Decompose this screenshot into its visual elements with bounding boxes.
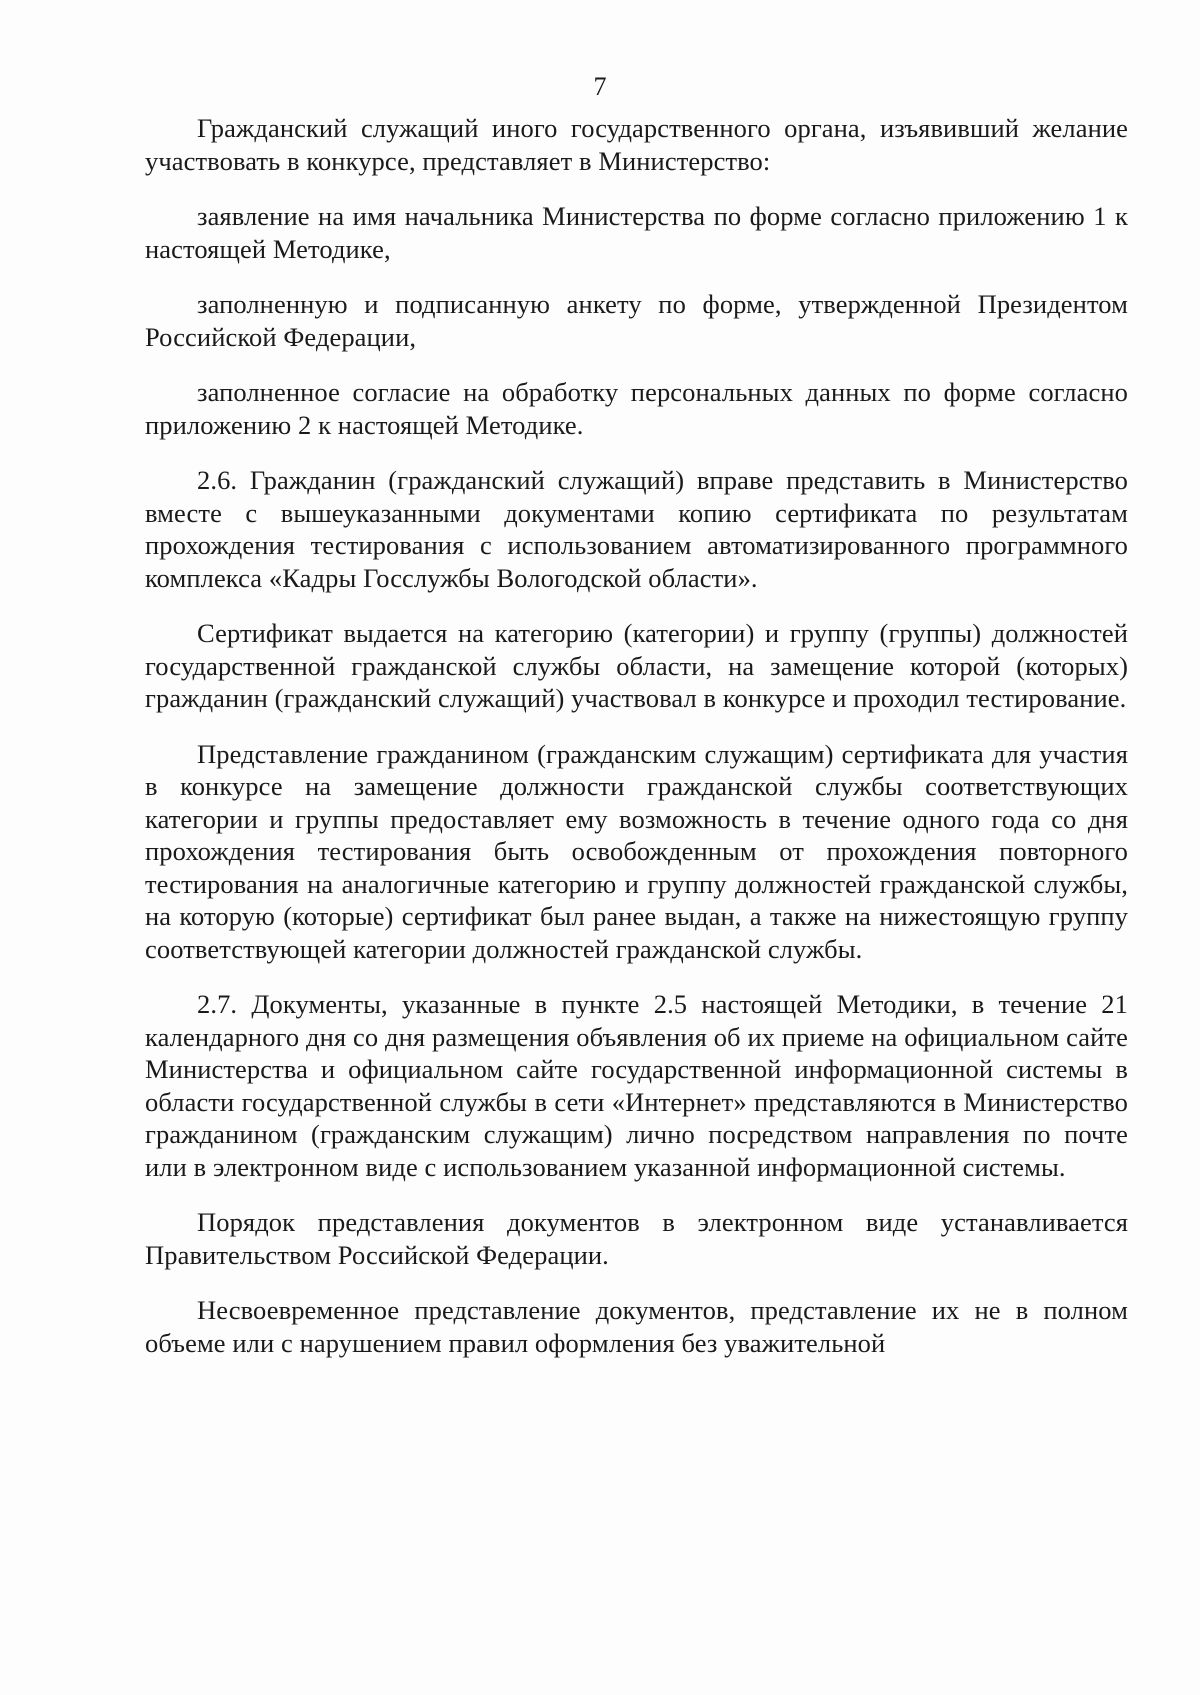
paragraph-electronic-order: Порядок представления документов в электронном виде устанавливается Правительством Российской Федерации. bbox=[145, 1207, 1128, 1270]
document-body bbox=[145, 112, 1128, 1359]
paragraph-late-submission: Несвоевременное представление документов, представление их не в полном объеме или с нарушением правил оформления без уважительной bbox=[145, 1295, 1128, 1358]
page-number: 7 bbox=[593, 72, 607, 101]
paragraph-2-6: 2.6. Гражданин (гражданский служащий) вправе представить в Министерство вместе с вышеуказанными документами копию сертификата по результатам прохождения тестирования с использованием автоматизированного программного комплекса «Кадры Госслужбы Вологодской области». bbox=[145, 465, 1128, 593]
paragraph-2-7: 2.7. Документы, указанные в пункте 2.5 настоящей Методики, в течение 21 календарного дня со дня размещения объявления об их приеме на официальном сайте Министерства и официальном сайте государственной информационной системы в области государственной службы в сети «Интернет» представляются в Министерство гражданином (гражданским служащим) лично посредством направления по почте или в электронном виде с использованием указанной информационной системы. bbox=[145, 989, 1128, 1182]
paragraph-consent: заполненное согласие на обработку персональных данных по форме согласно приложению 2 к настоящей Методике. bbox=[145, 377, 1128, 440]
paragraph-questionnaire: заполненную и подписанную анкету по форме, утвержденной Президентом Российской Федерации, bbox=[145, 289, 1128, 352]
paragraph-intro: Гражданский служащий иного государственного органа, изъявивший желание участвовать в конкурсе, представляет в Министерство: bbox=[145, 113, 1128, 176]
paragraph-certificate-presentation: Представление гражданином (гражданским служащим) сертификата для участия в конкурсе на замещение должности гражданской службы соответствующих категории и группы предоставляет ему возможность в течение одного года со дня прохождения тестирования быть освобожденным от прохождения повторного тестирования на аналогичные категорию и группу должностей гражданской службы, на которую (которые) сертификат был ранее выдан, а также на нижестоящую группу соответствующей категории должностей гражданской службы. bbox=[145, 738, 1128, 964]
paragraph-certificate: Сертификат выдается на категорию (категории) и группу (группы) должностей государственной гражданской службы области, на замещение которой (которых) гражданин (гражданский служащий) участвовал в конкурсе и проходил тестирование. bbox=[145, 618, 1128, 713]
paragraph-application: заявление на имя начальника Министерства по форме согласно приложению 1 к настоящей Методике, bbox=[145, 201, 1128, 264]
